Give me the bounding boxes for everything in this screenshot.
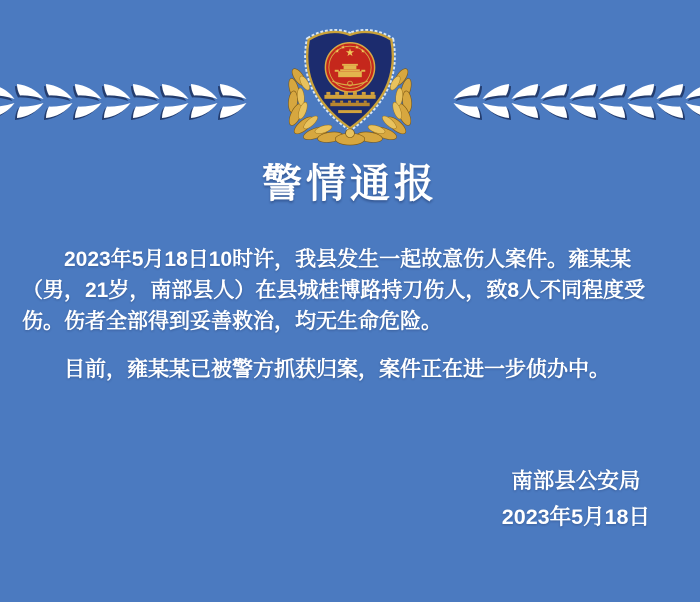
badge-knot	[346, 129, 355, 138]
notice-paragraph-2: 目前，雍某某已被警方抓获归案，案件正在进一步侦办中。	[64, 358, 610, 381]
notice-paragraph-1: 2023年5月18日10时许，我县发生一起故意伤人案件。雍某某（男，21岁，南部县人）在县城桂博路持刀伤人，致8人不同程度受伤。伤者全部得到妥善救治，均无生命危险。	[22, 248, 646, 333]
notice-body	[22, 244, 680, 385]
signature-date: 2023年5月18日	[501, 505, 650, 529]
police-badge-icon	[281, 26, 419, 148]
chevron-strip-right-icon	[452, 83, 700, 119]
signature-block	[502, 463, 650, 535]
chevron-strip-left-icon	[0, 83, 248, 119]
signature-agency: 南部县公安局	[511, 469, 641, 493]
notice-title: 警情通报	[262, 162, 438, 206]
